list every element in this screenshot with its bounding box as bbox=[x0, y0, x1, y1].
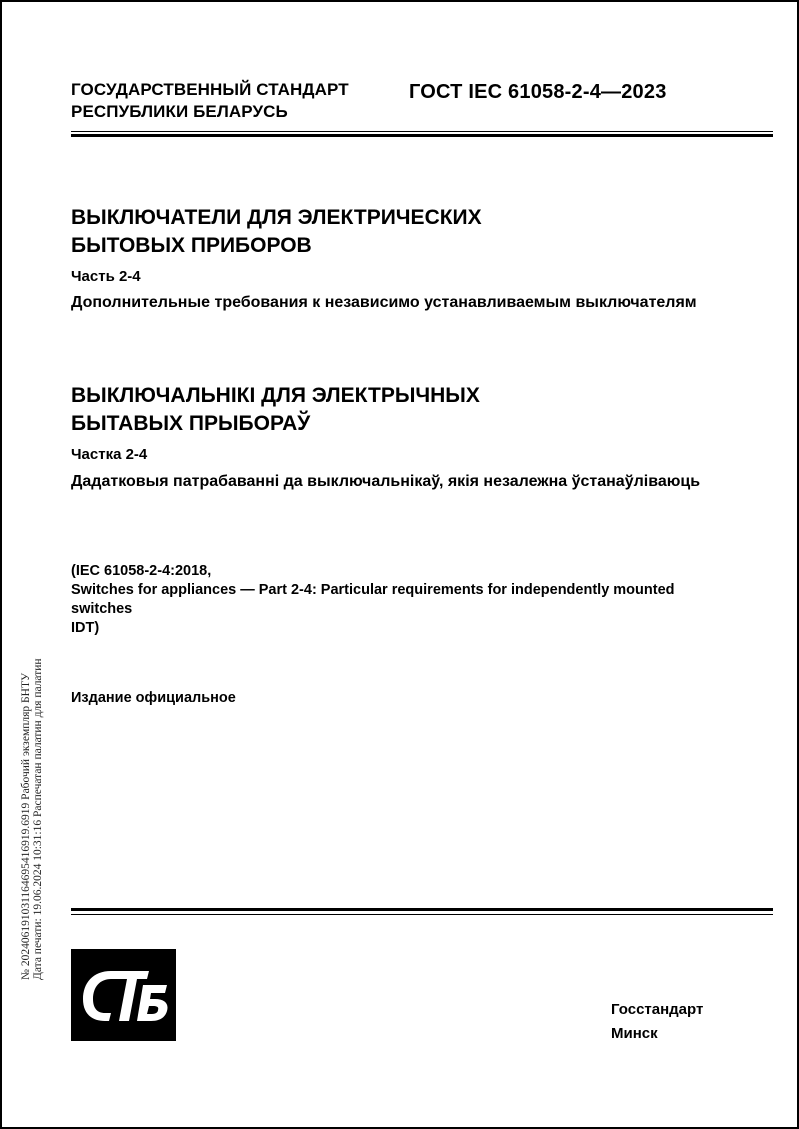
print-watermark bbox=[20, 658, 44, 980]
ru-part: Часть 2-4 bbox=[71, 268, 141, 285]
print-watermark-line2: Дата печати: 19.06.2024 10:31:16 Распечатан палатин для палатин bbox=[32, 658, 44, 980]
ru-title-line1: ВЫКЛЮЧАТЕЛИ ДЛЯ ЭЛЕКТРИЧЕСКИХ bbox=[71, 206, 482, 229]
by-subtitle: Дадатковыя патрабаванні да выключальнікаў, якія незалежна ўстанаўліваюць bbox=[71, 473, 701, 490]
by-title-line1: ВЫКЛЮЧАЛЬНІКІ ДЛЯ ЭЛЕКТРЫЧНЫХ bbox=[71, 384, 480, 407]
edition-label: Издание официальное bbox=[71, 690, 236, 706]
ru-subtitle: Дополнительные требования к независимо устанавливаемым выключателям bbox=[71, 294, 697, 311]
stb-logo-icon bbox=[71, 949, 176, 1041]
standard-type-line2: РЕСПУБЛИКИ БЕЛАРУСЬ bbox=[71, 102, 288, 121]
footer-rule-thick bbox=[71, 908, 773, 911]
standard-code: ГОСТ IEC 61058-2-4—2023 bbox=[409, 81, 667, 103]
by-part: Частка 2-4 bbox=[71, 446, 148, 463]
publisher-name: Госстандарт bbox=[611, 1001, 704, 1018]
iec-line2: Switches for appliances — Part 2-4: Particular requirements for independently mounted switches bbox=[71, 582, 675, 617]
iec-line3: IDT) bbox=[71, 620, 100, 636]
header-rule-thick bbox=[71, 134, 773, 137]
publisher bbox=[611, 998, 703, 1046]
by-title bbox=[71, 382, 480, 438]
iec-line1: (IEC 61058-2-4:2018, bbox=[71, 563, 212, 579]
iec-reference bbox=[71, 562, 731, 638]
header-rule-thin bbox=[71, 131, 773, 132]
by-title-line2: БЫТАВЫХ ПРЫБОРАЎ bbox=[71, 412, 311, 435]
footer-rule-thin bbox=[71, 914, 773, 915]
standard-type bbox=[71, 79, 349, 123]
publisher-city: Минск bbox=[611, 1025, 658, 1042]
standard-type-line1: ГОСУДАРСТВЕННЫЙ СТАНДАРТ bbox=[71, 80, 349, 99]
ru-title-line2: БЫТОВЫХ ПРИБОРОВ bbox=[71, 234, 312, 257]
print-watermark-line1: № 202406191031164695416919.6919 Рабочий экземпляр БНТУ bbox=[20, 672, 32, 980]
ru-title bbox=[71, 204, 482, 260]
